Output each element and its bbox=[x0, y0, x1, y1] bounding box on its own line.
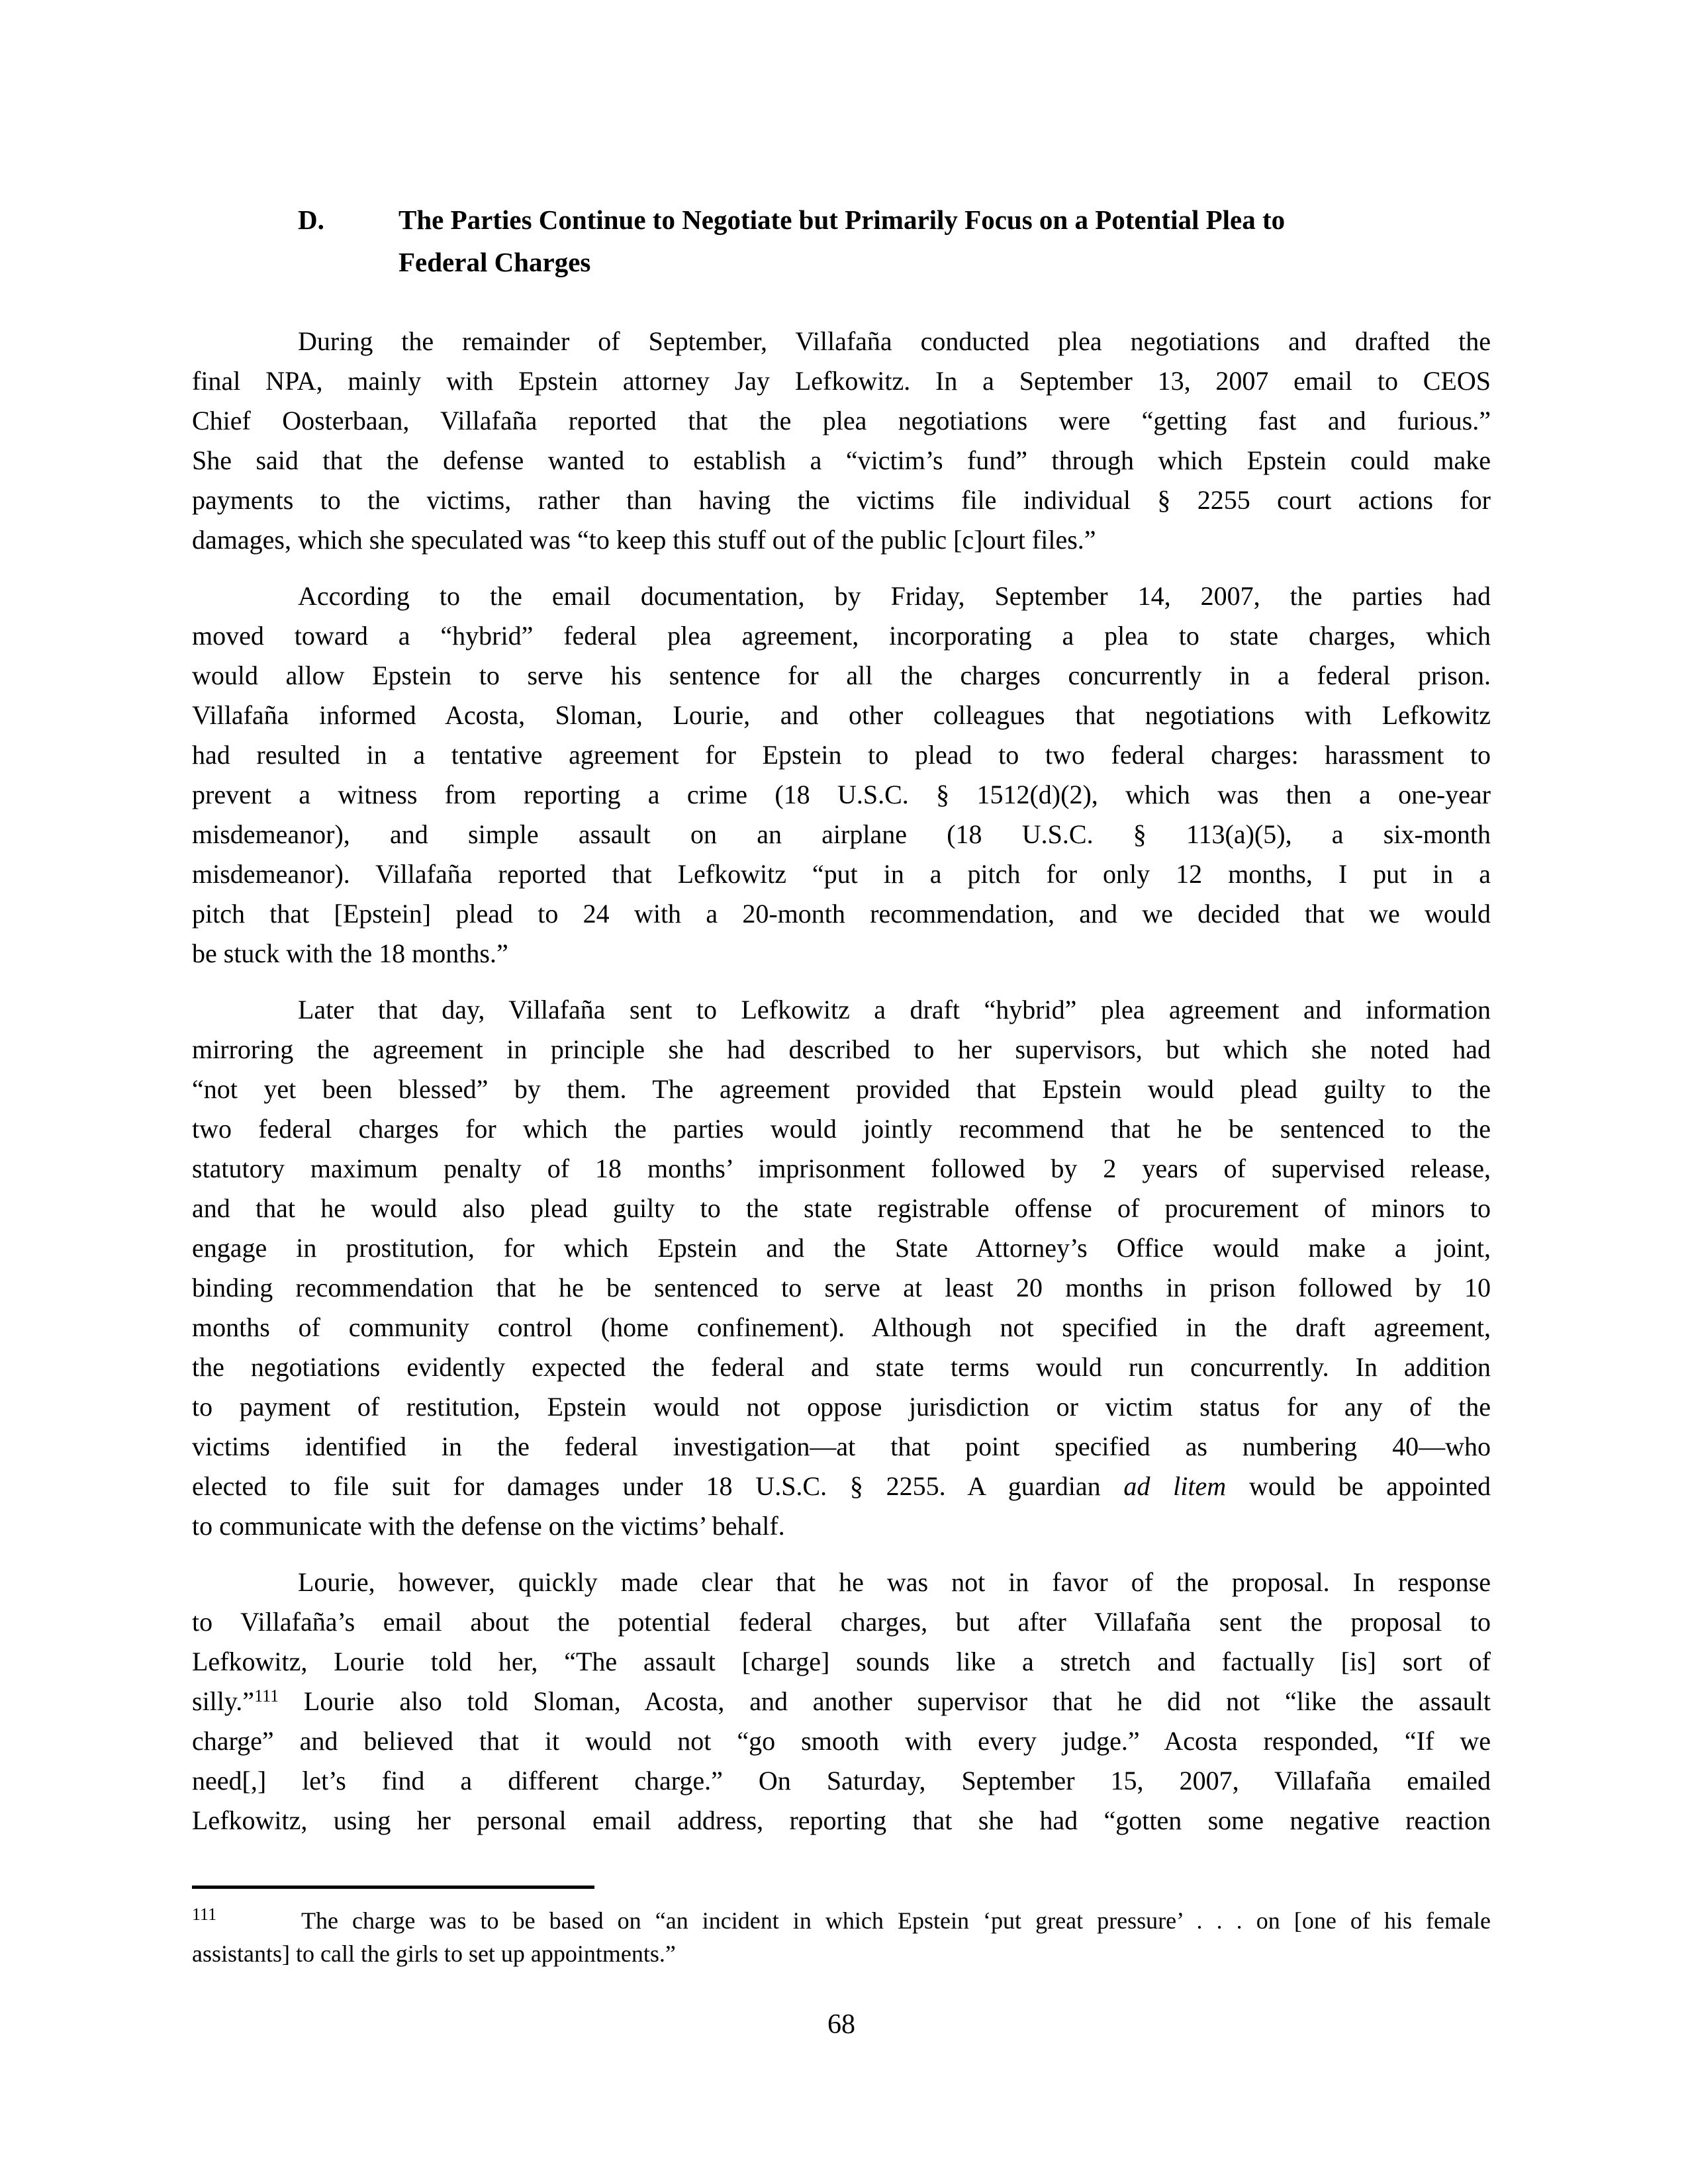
text-line: pitch that [Epstein] plead to 24 with a 20-month recommendation, and we decided that we would bbox=[192, 899, 1491, 929]
heading-line: Federal Charges bbox=[399, 247, 591, 277]
text-line: the negotiations evidently expected the federal and state terms would run concurrently. In addition bbox=[192, 1352, 1491, 1382]
text-line: prevent a witness from reporting a crime (18 U.S.C. § 1512(d)(2), which was then a one-year bbox=[192, 780, 1491, 809]
body-paragraph bbox=[192, 990, 1491, 1546]
text-line: would allow Epstein to serve his sentence for all the charges concurrently in a federal prison. bbox=[192, 660, 1491, 690]
text-line: She said that the defense wanted to establish a “victim’s fund” through which Epstein could make bbox=[192, 445, 1491, 475]
text-line: misdemeanor), and simple assault on an airplane (18 U.S.C. § 113(a)(5), a six-month bbox=[192, 819, 1491, 849]
section-heading bbox=[192, 199, 1491, 283]
text-line: Villafaña informed Acosta, Sloman, Lourie, and other colleagues that negotiations with Lefkowitz bbox=[192, 700, 1491, 730]
text-line: and that he would also plead guilty to the state registrable offense of procurement of minors to bbox=[192, 1193, 1491, 1223]
text-line: Lourie, however, quickly made clear that he was not in favor of the proposal. In response bbox=[298, 1567, 1491, 1597]
footnote bbox=[192, 1904, 1491, 1970]
text-line: victims identified in the federal investigation—at that point specified as numbering 40—who bbox=[192, 1432, 1491, 1461]
footnote-separator bbox=[192, 1886, 594, 1889]
text-line: to payment of restitution, Epstein would not oppose jurisdiction or victim status for any of the bbox=[192, 1392, 1491, 1422]
footnote-line: 111 The charge was to be based on “an incident in which Epstein ‘put great pressure’ . . . on [one of his female bbox=[192, 1905, 1491, 1934]
text-line: binding recommendation that he be sentenced to serve at least 20 months in prison followed by 10 bbox=[192, 1273, 1491, 1302]
footnote-text: The charge was to be based on “an incident in which Epstein ‘put great pressure’ . . . on [one of his female bbox=[301, 1907, 1491, 1934]
text-line: damages, which she speculated was “to keep this stuff out of the public [c]ourt files.” bbox=[192, 525, 1096, 555]
text-line: mirroring the agreement in principle she had described to her supervisors, but which she noted had bbox=[192, 1034, 1491, 1064]
body-paragraph bbox=[192, 322, 1491, 560]
text-line: According to the email documentation, by Friday, September 14, 2007, the parties had bbox=[298, 581, 1491, 611]
section-letter: D. bbox=[298, 205, 324, 235]
heading-line: The Parties Continue to Negotiate but Primarily Focus on a Potential Plea to bbox=[399, 205, 1286, 235]
text-line: engage in prostitution, for which Epstein and the State Attorney’s Office would make a joint, bbox=[192, 1233, 1491, 1263]
text-line: misdemeanor). Villafaña reported that Lefkowitz “put in a pitch for only 12 months, I put in a bbox=[192, 859, 1491, 889]
text-line: to Villafaña’s email about the potential federal charges, but after Villafaña sent the proposal to bbox=[192, 1607, 1491, 1637]
text-line: “not yet been blessed” by them. The agreement provided that Epstein would plead guilty to the bbox=[192, 1074, 1491, 1104]
page-number: 68 bbox=[827, 2009, 855, 2040]
text-line: months of community control (home confinement). Although not specified in the draft agreement, bbox=[192, 1312, 1491, 1342]
footnote-line: assistants] to call the girls to set up appointments.” bbox=[192, 1940, 676, 1967]
text-line: payments to the victims, rather than having the victims file individual § 2255 court actions for bbox=[192, 485, 1491, 515]
text-line: Later that day, Villafaña sent to Lefkowitz a draft “hybrid” plea agreement and information bbox=[298, 995, 1491, 1024]
text-line: need[,] let’s find a different charge.” On Saturday, September 15, 2007, Villafaña emailed bbox=[192, 1766, 1491, 1796]
document-body bbox=[192, 322, 1491, 1841]
text-line: final NPA, mainly with Epstein attorney Jay Lefkowitz. In a September 13, 2007 email to CEOS bbox=[192, 366, 1491, 396]
text-line: statutory maximum penalty of 18 months’ imprisonment followed by 2 years of supervised release, bbox=[192, 1154, 1491, 1183]
text-line: charge” and believed that it would not “go smooth with every judge.” Acosta responded, “If we bbox=[192, 1726, 1491, 1756]
text-line: be stuck with the 18 months.” bbox=[192, 938, 508, 968]
text-line: Chief Oosterbaan, Villafaña reported that the plea negotiations were “getting fast and furious.” bbox=[192, 406, 1491, 435]
text-line: two federal charges for which the parties would jointly recommend that he be sentenced to the bbox=[192, 1114, 1491, 1144]
text-line: silly.”$^{111}$ Lourie also told Sloman, Acosta, and another supervisor that he did not “like the assault bbox=[192, 1686, 1491, 1716]
text-line: During the remainder of September, Villafaña conducted plea negotiations and drafted the bbox=[298, 326, 1491, 356]
body-paragraph bbox=[192, 1563, 1491, 1841]
text-line: elected to file suit for damages under 18 U.S.C. § 2255. A guardian ad litem would be appointed bbox=[192, 1471, 1491, 1501]
text-line: moved toward a “hybrid” federal plea agreement, incorporating a plea to state charges, which bbox=[192, 621, 1491, 651]
text-line: to communicate with the defense on the victims’ behalf. bbox=[192, 1511, 785, 1541]
text-line: Lefkowitz, Lourie told her, “The assault [charge] sounds like a stretch and factually [is] sort of bbox=[192, 1647, 1491, 1676]
body-paragraph bbox=[192, 576, 1491, 974]
section-heading-text bbox=[399, 199, 1491, 283]
text-line: had resulted in a tentative agreement for Epstein to plead to two federal charges: harassment to bbox=[192, 740, 1491, 770]
text-line: Lefkowitz, using her personal email address, reporting that she had “gotten some negative reaction bbox=[192, 1805, 1491, 1835]
